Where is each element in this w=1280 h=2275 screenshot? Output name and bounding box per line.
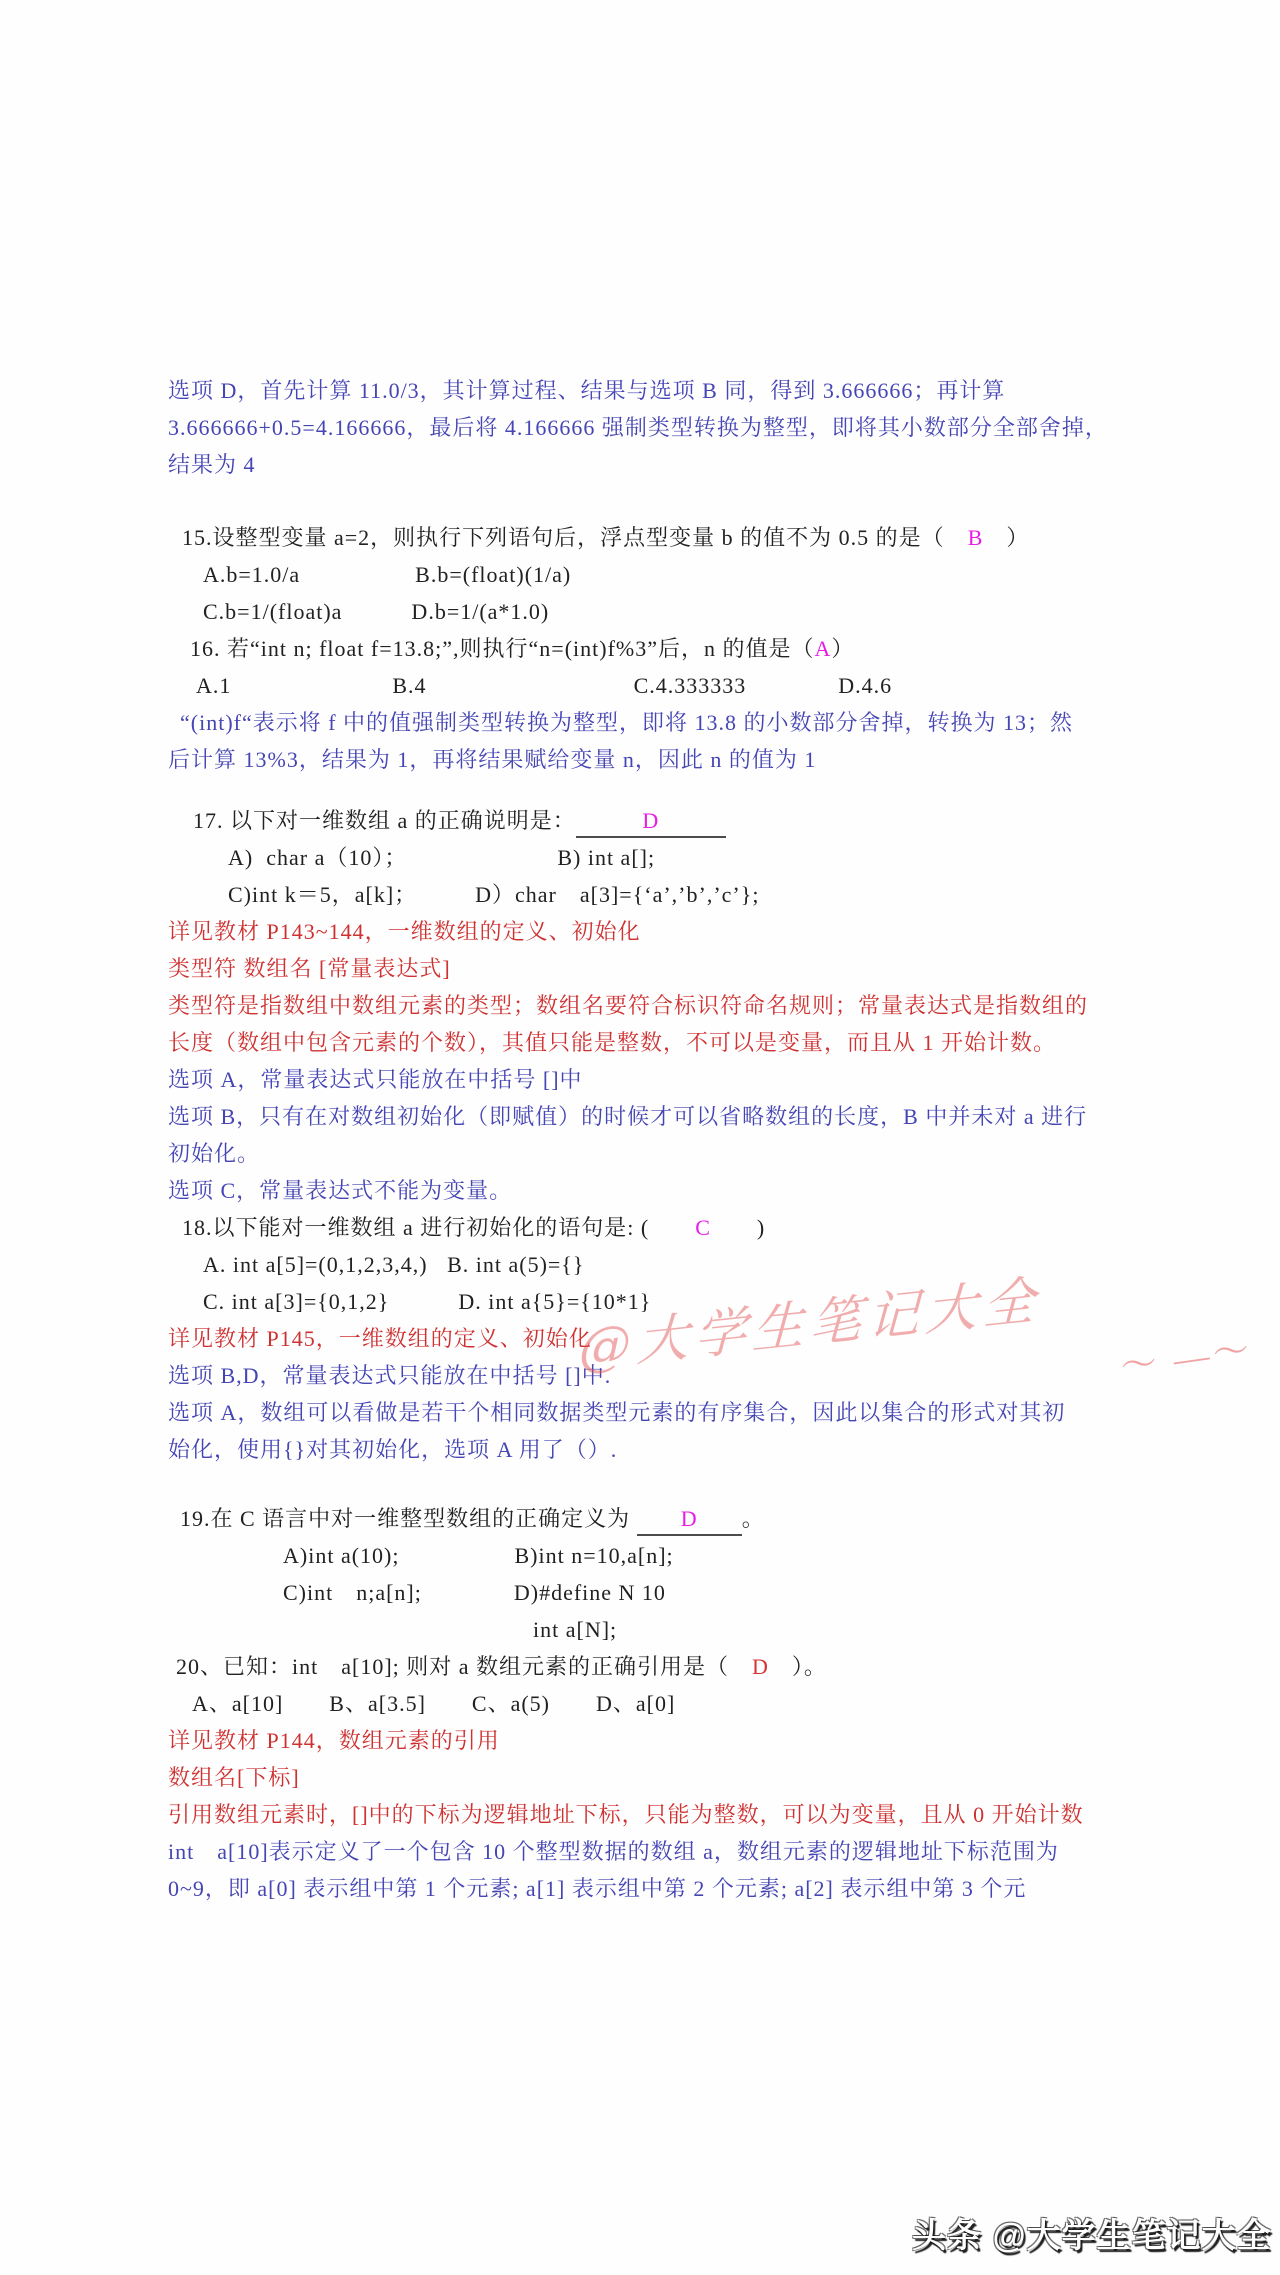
- text-line: [168, 372, 1163, 409]
- text-line: [203, 1246, 1163, 1283]
- text-line: [168, 1431, 1163, 1468]
- text-line: [228, 876, 1163, 913]
- text-line: [203, 1283, 1163, 1320]
- text-segment: 初始化。: [168, 1141, 261, 1166]
- text-line: [168, 409, 1163, 446]
- handwritten-watermark: @大学生笔记大全: [578, 1270, 1042, 1380]
- text-line: [196, 667, 1163, 704]
- text-segment: 。: [741, 1506, 765, 1531]
- text-line: [283, 1574, 1163, 1611]
- text-segment: 选项 A，常量表达式只能放在中括号 []中: [168, 1067, 583, 1092]
- text-segment: 详见教材 P145，一维数组的定义、初始化: [168, 1326, 592, 1351]
- text-line: [203, 556, 1163, 593]
- text-segment: C)int k＝5，a[k]； D）char a[3]={‘a’,’b’,’c’};: [228, 882, 760, 907]
- text-segment: 选项 D，首先计算 11.0/3，其计算过程、结果与选项 B 同，得到 3.666666；再计算: [168, 378, 1006, 403]
- text-segment: 数组名[下标]: [168, 1765, 300, 1790]
- footer-watermark: 头条 @大学生笔记大全: [912, 2217, 1272, 2255]
- text-segment: 16. 若“int n; float f=13.8;”,则执行“n=(int)f%3”后，n 的值是（: [190, 636, 815, 661]
- text-line: [168, 1135, 1163, 1172]
- text-segment: 15.设整型变量 a=2，则执行下列语句后，浮点型变量 b 的值不为 0.5 的是（: [182, 525, 968, 550]
- text-line: [203, 593, 1163, 630]
- text-line: [168, 1098, 1163, 1135]
- text-line: [168, 1759, 1163, 1796]
- text-segment: C. int a[3]={0,1,2} D. int a{5}={10*1}: [203, 1289, 652, 1314]
- text-line: [176, 1648, 1163, 1685]
- text-segment: 类型符 数组名 [常量表达式]: [168, 956, 451, 981]
- text-segment: 3.666666+0.5=4.166666，最后将 4.166666 强制类型转换为整型，即将其小数部分全部舍掉，: [168, 415, 1108, 440]
- text-line: [182, 519, 1163, 556]
- text-line: [168, 1833, 1163, 1870]
- text-line: [168, 446, 1163, 483]
- text-segment: A)int a(10); B)int n=10,a[n];: [283, 1543, 674, 1568]
- text-line: [168, 1357, 1163, 1394]
- text-line: [180, 704, 1163, 741]
- text-line: [168, 741, 1163, 778]
- text-segment: 类型符是指数组中数组元素的类型；数组名要符合标识符命名规则；常量表达式是指数组的: [168, 993, 1089, 1018]
- text-segment: 18.以下能对一维数组 a 进行初始化的语句是: (: [182, 1215, 696, 1240]
- text-segment: B: [967, 525, 984, 550]
- text-line: [168, 1024, 1163, 1061]
- text-segment: ）: [983, 525, 1030, 550]
- text-segment: 选项 B,D，常量表达式只能放在中括号 []中.: [168, 1363, 612, 1388]
- text-segment: C: [695, 1215, 711, 1240]
- text-segment: ): [710, 1215, 766, 1240]
- text-segment: ）。: [768, 1654, 827, 1679]
- text-segment: A.1 B.4 C.4.333333 D.4.6: [196, 673, 893, 698]
- text-segment: A: [814, 636, 832, 661]
- text-segment: A. int a[5]=(0,1,2,3,4,) B. int a(5)={}: [203, 1252, 585, 1277]
- text-segment: 17. 以下对一维数组 a 的正确说明是：: [193, 808, 576, 833]
- text-line: [168, 950, 1163, 987]
- text-segment: A) char a（10）； B) int a[];: [228, 845, 656, 870]
- text-segment: 后计算 13%3，结果为 1，再将结果赋给变量 n，因此 n 的值为 1: [168, 747, 817, 772]
- text-line: [180, 1500, 1163, 1537]
- text-line: [168, 1061, 1163, 1098]
- text-line: [168, 987, 1163, 1024]
- text-segment: A.b=1.0/a B.b=(float)(1/a): [203, 562, 572, 587]
- text-segment: D: [752, 1654, 769, 1679]
- handwritten-watermark-dashes: ～ —〜: [1118, 1328, 1256, 1388]
- text-segment: 20、已知：int a[10]; 则对 a 数组元素的正确引用是（: [176, 1654, 753, 1679]
- text-line: [193, 802, 1163, 839]
- answer-blank: D: [576, 806, 726, 838]
- text-line: [533, 1611, 1163, 1648]
- text-segment: ）: [831, 636, 855, 661]
- text-segment: 选项 B，只有在对数组初始化（即赋值）的时候才可以省略数组的长度，B 中并未对 a 进行: [168, 1104, 1088, 1129]
- text-segment: 引用数组元素时，[]中的下标为逻辑地址下标，只能为整数，可以为变量，且从 0 开始计数: [168, 1802, 1084, 1827]
- document-body: [168, 372, 1163, 1907]
- text-line: [168, 1320, 1163, 1357]
- text-segment: 结果为 4: [168, 452, 256, 477]
- text-segment: 长度（数组中包含元素的个数），其值只能是整数，不可以是变量，而且从 1 开始计数。: [168, 1030, 1057, 1055]
- text-segment: “(int)f“表示将 f 中的值强制类型转换为整型，即将 13.8 的小数部分舍掉，转换为 13；然: [180, 710, 1074, 735]
- answer-blank: D: [637, 1504, 742, 1536]
- text-segment: C.b=1/(float)a D.b=1/(a*1.0): [203, 599, 550, 624]
- text-segment: 选项 A，数组可以看做是若干个相同数据类型元素的有序集合，因此以集合的形式对其初: [168, 1400, 1066, 1425]
- text-line: [168, 1796, 1163, 1833]
- text-line: [168, 1394, 1163, 1431]
- text-segment: 19.在 C 语言中对一维整型数组的正确定义为: [180, 1506, 637, 1531]
- text-line: [168, 1722, 1163, 1759]
- text-segment: int a[N];: [533, 1617, 618, 1642]
- text-line: [168, 1870, 1163, 1907]
- text-line: [192, 1685, 1163, 1722]
- text-segment: 详见教材 P144，数组元素的引用: [168, 1728, 500, 1753]
- text-line: [168, 913, 1163, 950]
- text-segment: C)int n;a[n]; D)#define N 10: [283, 1580, 666, 1605]
- text-segment: A、a[10] B、a[3.5] C、a(5) D、a[0]: [192, 1691, 676, 1716]
- text-segment: 0~9，即 a[0] 表示组中第 1 个元素; a[1] 表示组中第 2 个元素; a[2] 表示组中第 3 个元: [168, 1876, 1027, 1901]
- text-line: [190, 630, 1163, 667]
- text-line: [168, 1172, 1163, 1209]
- text-line: [228, 839, 1163, 876]
- text-segment: 详见教材 P143~144，一维数组的定义、初始化: [168, 919, 641, 944]
- text-line: [182, 1209, 1163, 1246]
- text-line: [283, 1537, 1163, 1574]
- text-segment: 选项 C，常量表达式不能为变量。: [168, 1178, 513, 1203]
- text-segment: int a[10]表示定义了一个包含 10 个整型数据的数组 a，数组元素的逻辑地址下标范围为: [168, 1839, 1059, 1864]
- text-segment: 始化，使用{}对其初始化，选项 A 用了（）.: [168, 1437, 618, 1462]
